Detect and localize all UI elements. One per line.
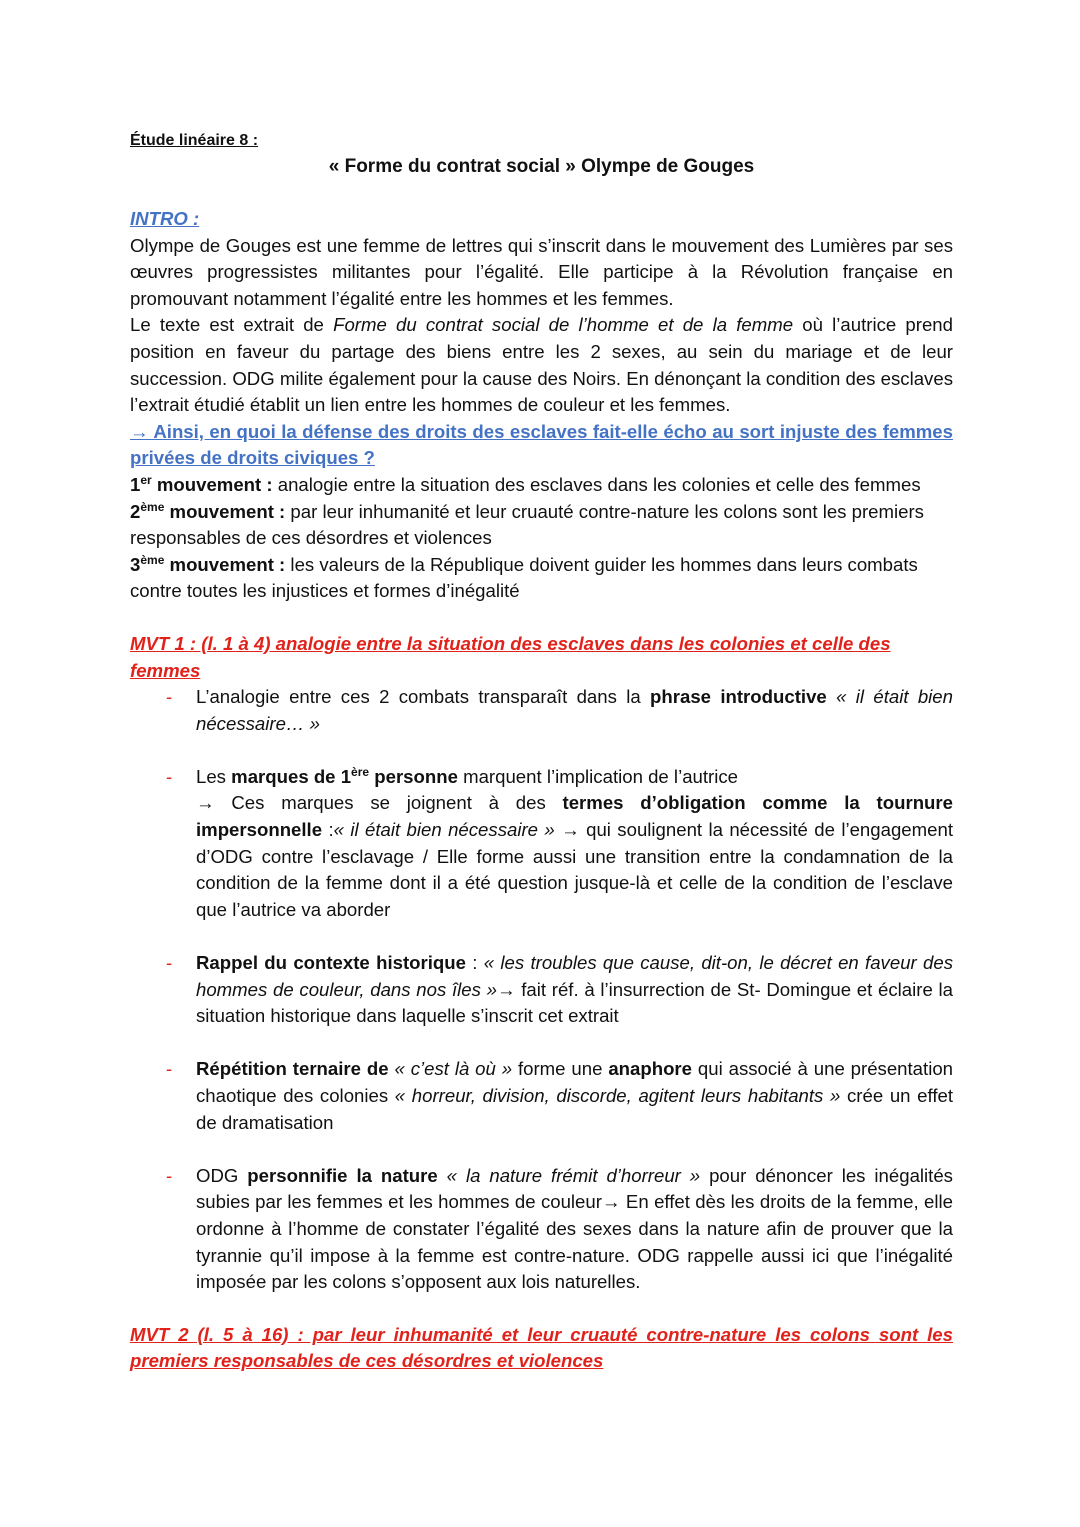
mvt1-bullet-list [130, 684, 953, 737]
bullet-bold: personnifie la nature [247, 1164, 438, 1186]
bullet-quote: « c’est là où » [388, 1058, 513, 1080]
ordinal-suffix: er [140, 472, 152, 487]
bullet-historical-context [130, 950, 953, 1030]
ordinal-suffix: ème [140, 499, 165, 514]
question-text: Ainsi, en quoi la défense des droits des esclaves fait-elle écho au sort injuste des femmes privées de droits civiques ? [130, 420, 953, 469]
study-label: Étude linéaire 8 : [130, 132, 259, 149]
movement-summary-3 [130, 552, 953, 605]
bullet-quote: « les troubles que cause, dit-on, le décret en faveur des hommes de couleur, dans nos îles » [196, 952, 954, 1000]
bullet-quote: « la nature frémit d’horreur » [437, 1164, 701, 1186]
movement-label [130, 554, 285, 575]
bullet-text: pour dénoncer les inégalités subies par les femmes et les hommes de couleur→ En effet dès les droits de la femme, elle ordonne à l’homme de constater l’égalité des sexes dans la nature afin de prouver que la tyrannie qu’il impose à la femme est contre-nature. ODG rappelle aussi ici que l’inégalité imposée par les colons s’opposent aux lois naturelles. [196, 1164, 953, 1293]
bullet-analogy [130, 684, 953, 737]
movement-text: analogie entre la situation des esclaves dans les colonies et celle des femmes [272, 473, 921, 495]
work-title: Forme du contrat social de l’homme et de la femme [333, 314, 794, 336]
bullet-bold [231, 766, 458, 787]
bullet-text: crée un effet de dramatisation [196, 1085, 953, 1133]
movement-word: mouvement : [164, 500, 286, 522]
movement-number: 3 [130, 553, 141, 575]
arrow-icon: → [196, 792, 232, 814]
movement-summary-1 [130, 472, 953, 499]
bullet-text: Ces marques se joignent à des [231, 792, 563, 814]
spacer [130, 1030, 953, 1057]
intro-heading: INTRO : [130, 208, 200, 229]
bullet-anaphora [130, 1056, 953, 1136]
spacer [130, 737, 953, 764]
bullet-text: → qui soulignent la nécessité de l’engagement d’ODG contre l’esclavage / Elle forme aussi une transition entre la condamnation de la condition de la femme dont il a été question jusque-là et celle de la condition de l’esclave que l’autrice va aborder [196, 819, 953, 920]
movement-summary-2 [130, 499, 953, 552]
bullet-text: : [322, 819, 334, 841]
bullet-bold: Répétition ternaire de [196, 1058, 389, 1080]
document-title: « Forme du contrat social » Olympe de Gouges [328, 156, 755, 177]
ordinal-suffix: ème [140, 552, 165, 567]
movement-word: mouvement : [151, 473, 273, 495]
bullet-quote: « il était bien nécessaire » [333, 819, 555, 841]
spacer [130, 923, 953, 950]
intro-text: où l’autrice prend position en faveur du partage des biens entre les 2 sexes, au sein du mariage et de leur succession. ODG milite également pour la cause des Noirs. En dénonçant la condition des esclaves l’extrait étudié établit un lien entre les hommes de couleur et les femmes. [130, 314, 953, 416]
dash-bullet-icon: - [166, 686, 173, 708]
movement-number: 1 [130, 473, 141, 495]
bold-part: personne [369, 765, 458, 787]
bullet-text: L’analogie entre ces 2 combats transparaît dans la [196, 686, 651, 708]
bullet-bold: anaphore [608, 1058, 693, 1080]
ordinal-suffix: ère [351, 764, 370, 779]
mvt1-bullet-list [130, 950, 953, 1030]
intro-paragraph-2 [130, 312, 953, 418]
dash-bullet-icon: - [166, 1058, 173, 1080]
mvt1-heading: MVT 1 : (l. 1 à 4) analogie entre la situation des esclaves dans les colonies et celle des femmes [130, 632, 891, 681]
document-body [130, 130, 953, 1375]
intro-text: Le texte est extrait de [130, 314, 334, 336]
dash-bullet-icon: - [166, 1164, 173, 1186]
dash-bullet-icon: - [166, 765, 173, 787]
bullet-quote: « horreur, division, discorde, agitent leurs habitants » [394, 1085, 841, 1106]
bullet-text: forme une [512, 1058, 609, 1080]
bullet-text: Les [196, 765, 232, 787]
movement-number: 2 [130, 500, 141, 522]
movement-label [130, 474, 273, 495]
bullet-text: : [465, 952, 484, 974]
mvt1-bullet-list [130, 1163, 953, 1296]
mvt1-bullet-list [130, 1056, 953, 1136]
dash-bullet-icon: - [166, 952, 173, 974]
bullet-bold: termes d’obligation comme la tournure impersonnelle [196, 792, 953, 841]
bullet-text: marquent l’implication de l’autrice [457, 765, 739, 787]
bullet-text: qui associé à une présentation chaotique des colonies [196, 1058, 954, 1106]
bullet-text: → fait réf. à l’insurrection de St- Domingue et éclaire la situation historique dans laquelle s’inscrit cet extrait [196, 978, 953, 1027]
bullet-bold: phrase introductive [650, 686, 827, 708]
bullet-quote: « il était bien nécessaire… » [196, 686, 953, 734]
problematic-question [130, 419, 953, 472]
mvt2-heading: MVT 2 (l. 5 à 16) : par leur inhumanité et leur cruauté contre-nature les colons sont les premiers responsables de ces désordres et violences [130, 1323, 953, 1372]
spacer [130, 1136, 953, 1163]
movement-word: mouvement : [164, 553, 286, 575]
movement-text: les valeurs de la République doivent guider les hommes dans leurs combats contre toutes les injustices et formes d’inégalité [130, 553, 918, 602]
intro-paragraph-1: Olympe de Gouges est une femme de lettres qui s’inscrit dans le mouvement des Lumières par ses œuvres progressistes militantes pour l’égalité. Elle participe à la Révolution française en promouvant notamment l’égalité entre les hommes et les femmes. [130, 234, 953, 309]
bullet-text: ODG [196, 1164, 248, 1186]
bullet-personification [130, 1163, 953, 1296]
bullet-bold: Rappel du contexte historique [196, 952, 466, 974]
movement-label [130, 501, 285, 522]
bullet-first-person [130, 764, 953, 924]
movement-text: par leur inhumanité et leur cruauté contre-nature les colons sont les premiers responsables de ces désordres et violences [130, 500, 924, 549]
arrow-icon: → [130, 420, 154, 442]
bold-part: marques de 1 [231, 765, 352, 787]
mvt1-bullet-list [130, 764, 953, 924]
